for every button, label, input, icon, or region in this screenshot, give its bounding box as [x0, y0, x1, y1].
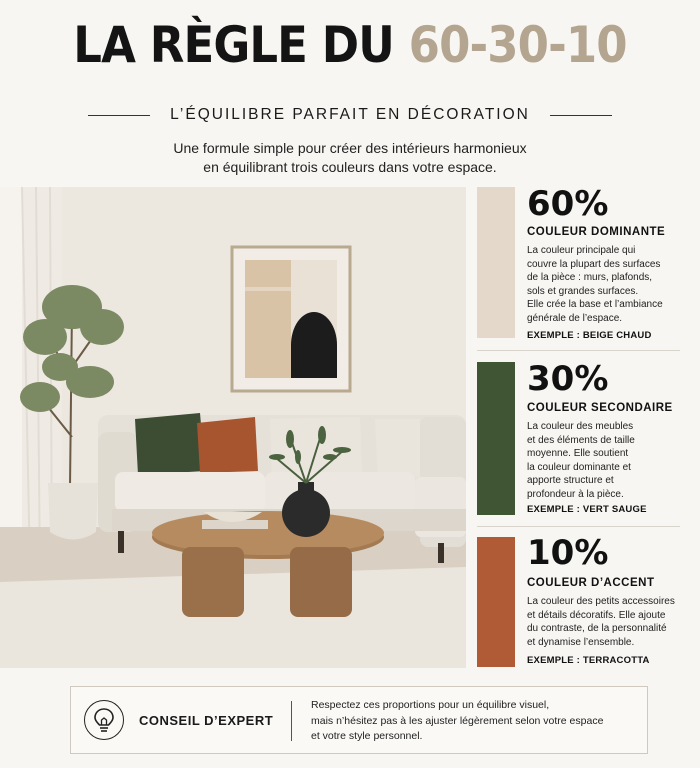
- desc-dominant: [527, 244, 697, 325]
- desc-line: profondeur à la pièce.: [527, 488, 624, 500]
- example-dominant: EXEMPLE : BEIGE CHAUD: [527, 330, 652, 341]
- intro-line-1: Une formule simple pour créer des intérieurs harmonieux: [173, 140, 527, 156]
- title-part-2: 60-30-10: [408, 16, 627, 74]
- title-dominant: COULEUR DOMINANTE: [527, 226, 666, 238]
- subtitle-rule-right: [550, 115, 612, 116]
- percent-secondary: 30%: [527, 359, 609, 399]
- panel-divider: [477, 350, 680, 351]
- intro-line-2: en équilibrant trois couleurs dans votre espace.: [203, 159, 497, 175]
- intro-text: [100, 139, 600, 177]
- desc-line: du contraste, de la personnalité: [527, 623, 667, 634]
- subtitle-row: [0, 103, 700, 127]
- page-subtitle: L’ÉQUILIBRE PARFAIT EN DÉCORATION: [170, 106, 530, 123]
- tip-line: mais n’hésitez pas à les ajuster légèrement selon votre espace: [311, 714, 604, 727]
- example-secondary: EXEMPLE : VERT SAUGE: [527, 504, 647, 515]
- living-room-image: [0, 187, 466, 668]
- percent-dominant: 60%: [527, 184, 609, 224]
- tip-line: Respectez ces proportions pour un équilibre visuel,: [311, 699, 550, 711]
- desc-line: moyenne. Elle soutient: [527, 448, 629, 459]
- desc-line: et dynamise l’ensemble.: [527, 636, 635, 648]
- tip-line: et votre style personnel.: [311, 730, 423, 742]
- expert-tip-box: [70, 686, 648, 754]
- panel-divider: [477, 526, 680, 527]
- desc-line: La couleur des meubles: [527, 421, 634, 432]
- swatch-accent: [477, 537, 515, 667]
- percent-accent: 10%: [527, 533, 609, 573]
- desc-line: couvre la plupart des surfaces: [527, 258, 661, 270]
- desc-line: La couleur des petits accessoires: [527, 596, 675, 607]
- desc-secondary: [527, 420, 697, 501]
- living-room-illustration: [0, 187, 466, 668]
- desc-line: la couleur dominante et: [527, 461, 631, 473]
- example-accent: EXEMPLE : TERRACOTTA: [527, 655, 650, 666]
- title-secondary: COULEUR SECONDAIRE: [527, 402, 673, 414]
- desc-line: et des éléments de taille: [527, 434, 635, 446]
- page-title: [35, 14, 665, 76]
- tip-text: [311, 698, 603, 745]
- tip-divider: [291, 701, 292, 741]
- title-part-1: LA RÈGLE DU: [73, 16, 394, 74]
- swatch-dominant: [477, 187, 515, 338]
- desc-line: La couleur principale qui: [527, 245, 636, 256]
- swatch-secondary: [477, 362, 515, 515]
- desc-line: et détails décoratifs. Elle ajoute: [527, 609, 666, 621]
- title-accent: COULEUR D’ACCENT: [527, 577, 655, 589]
- desc-line: Elle crée la base et l’ambiance: [527, 299, 663, 310]
- desc-accent: [527, 595, 697, 649]
- tip-label: CONSEIL D’EXPERT: [139, 713, 274, 728]
- desc-line: générale de l’espace.: [527, 312, 623, 324]
- subtitle-rule-left: [88, 115, 150, 116]
- lightbulb-icon: [84, 700, 124, 740]
- desc-line: apporte structure et: [527, 475, 614, 486]
- desc-line: sols et grandes surfaces.: [527, 285, 639, 297]
- desc-line: de la pièce : murs, plafonds,: [527, 272, 653, 283]
